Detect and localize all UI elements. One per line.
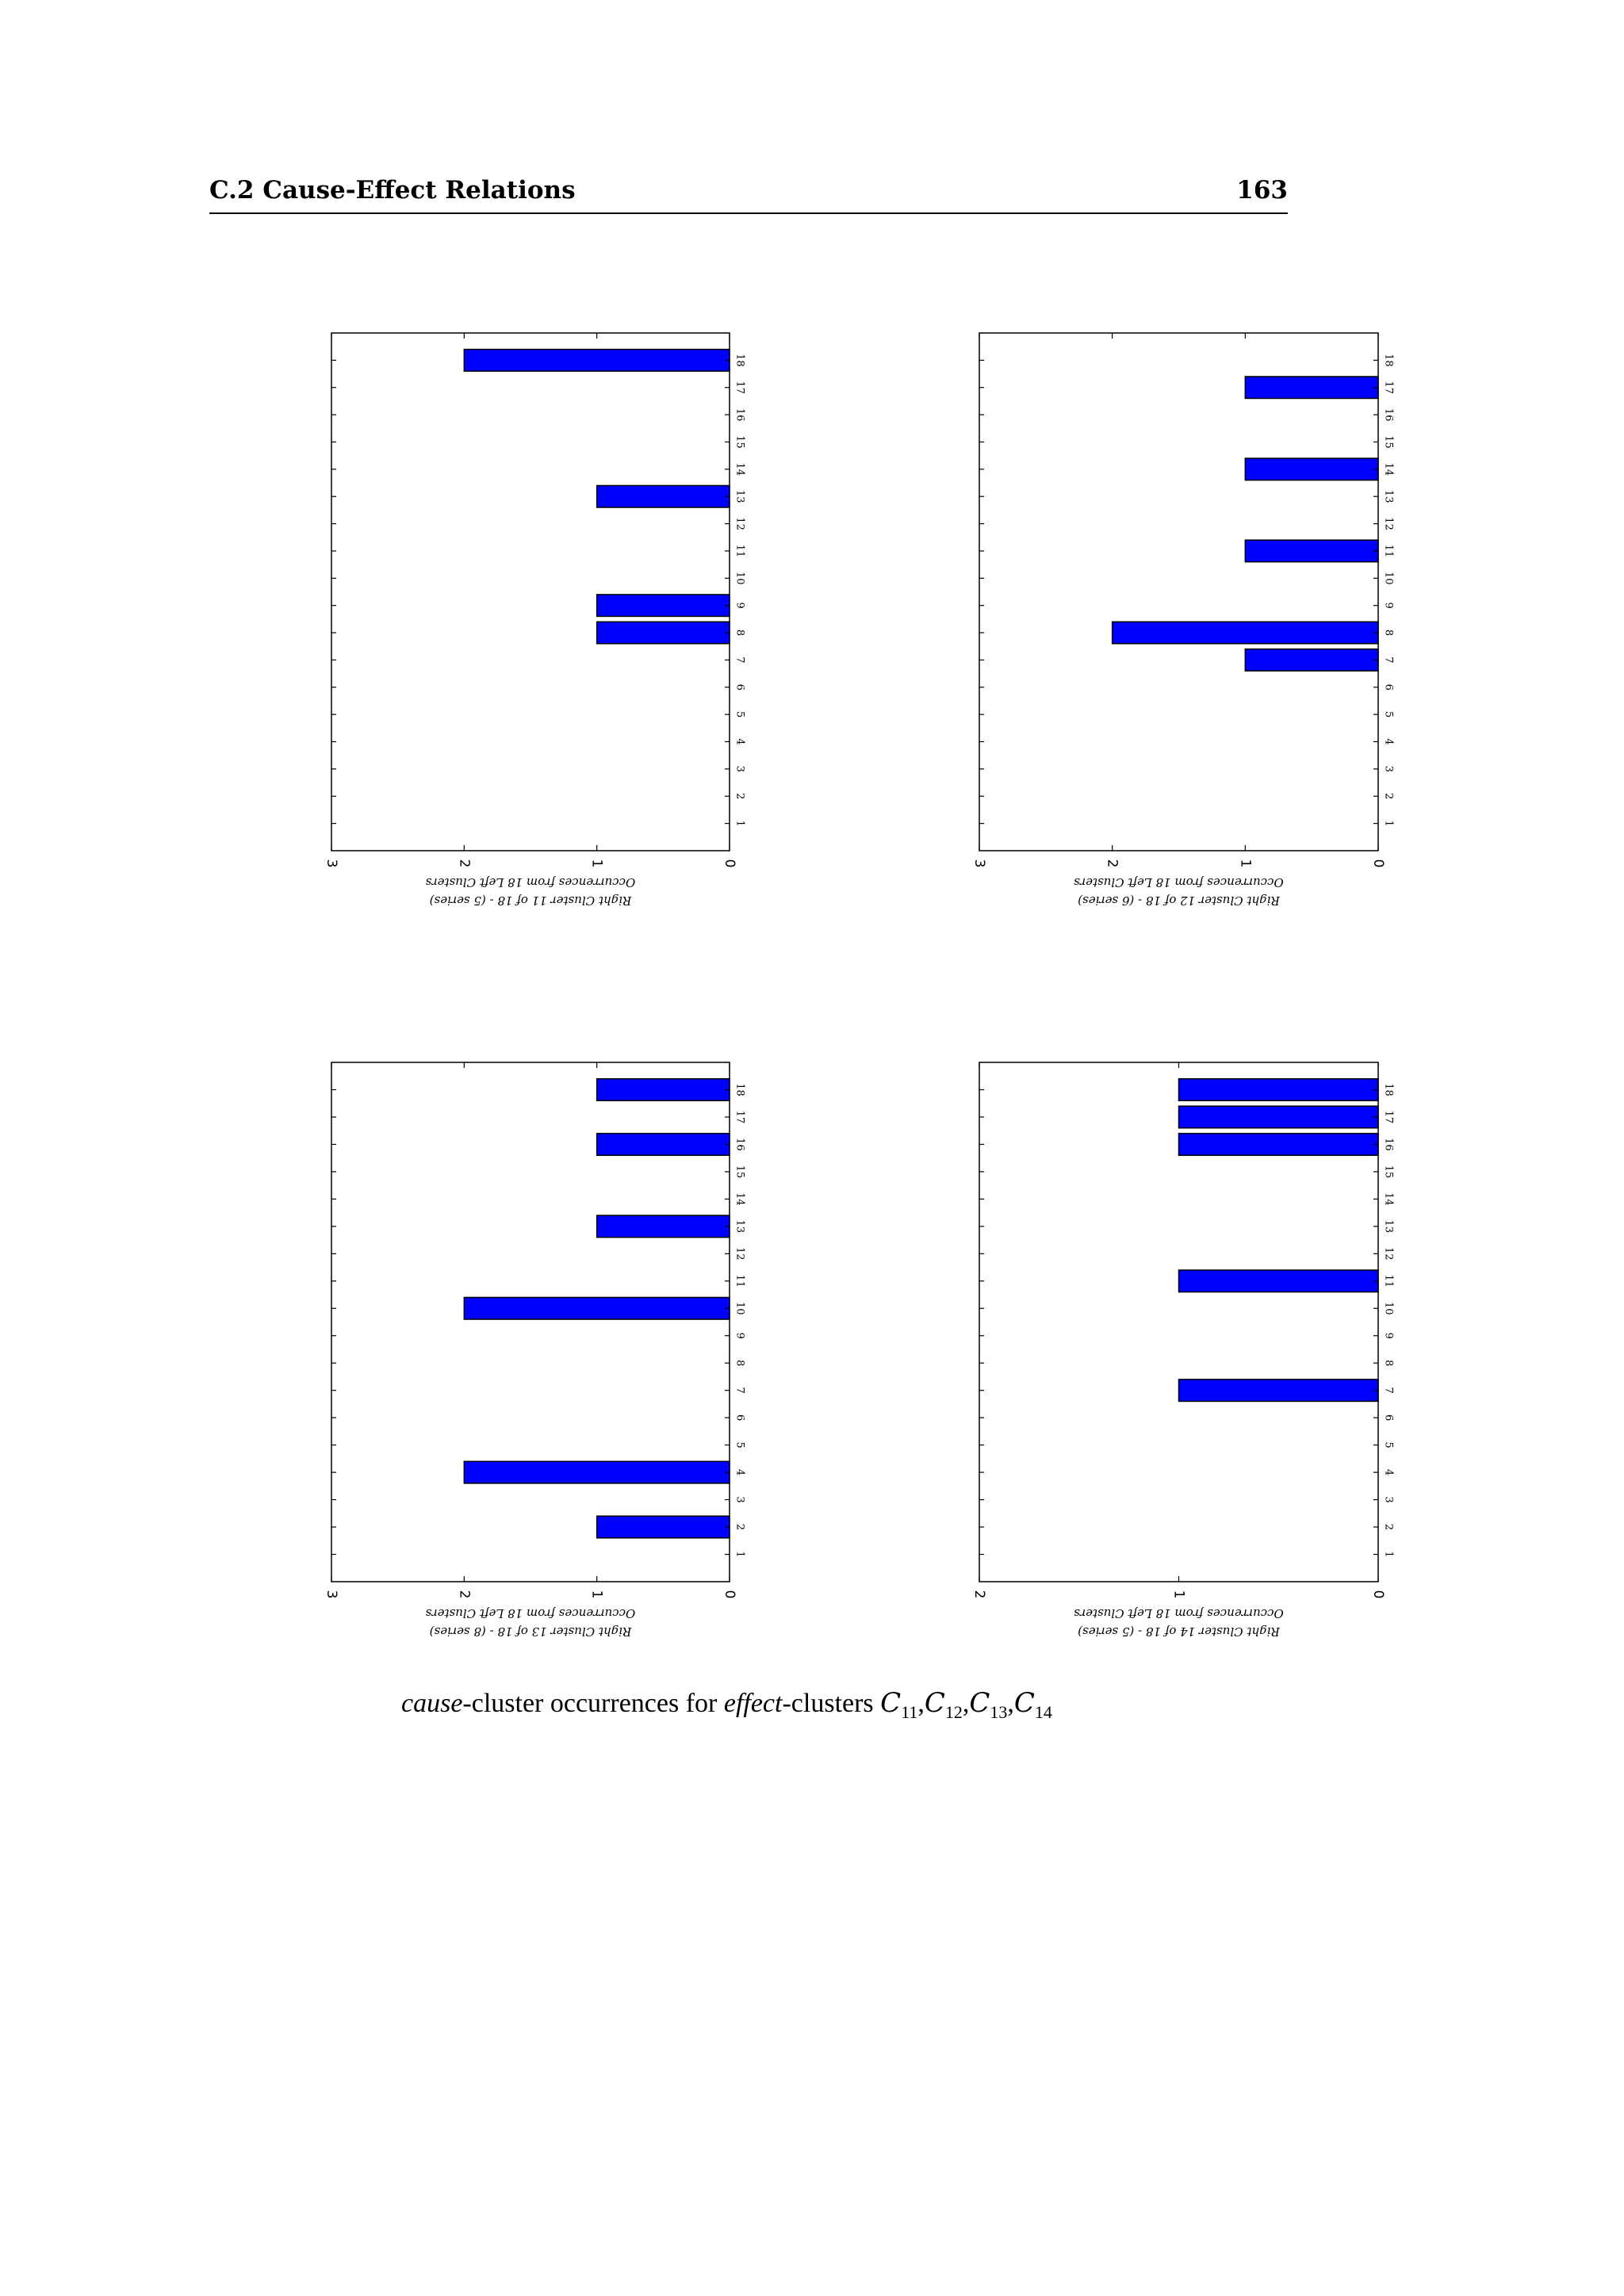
category-label: 5 bbox=[1382, 711, 1395, 718]
value-label: 2 bbox=[456, 1590, 473, 1599]
category-label: 4 bbox=[733, 738, 746, 745]
axis-label: Occurrences from 18 Left Clusters bbox=[1074, 1606, 1284, 1621]
category-label: 6 bbox=[1382, 683, 1395, 691]
value-label: 1 bbox=[588, 859, 605, 868]
category-label: 7 bbox=[1382, 656, 1395, 664]
chart-1 bbox=[324, 333, 746, 908]
category-label: 12 bbox=[733, 1247, 746, 1261]
category-label: 18 bbox=[1382, 1083, 1395, 1096]
caption-sep-1: , bbox=[917, 1689, 925, 1718]
category-label: 2 bbox=[1382, 1523, 1395, 1531]
caption-symbol-4: C bbox=[1013, 1687, 1035, 1719]
category-label: 14 bbox=[733, 462, 746, 476]
caption-text-1: -cluster occurrences for bbox=[462, 1689, 724, 1718]
category-label: 16 bbox=[1382, 408, 1395, 422]
category-label: 3 bbox=[1382, 765, 1395, 773]
category-label: 3 bbox=[733, 1496, 746, 1503]
value-label: 2 bbox=[456, 859, 473, 868]
bar-18 bbox=[597, 1079, 730, 1101]
category-label: 8 bbox=[733, 1360, 746, 1367]
bar-18 bbox=[464, 350, 730, 371]
category-label: 18 bbox=[1382, 354, 1395, 367]
section-title: C.2 Cause-Effect Relations bbox=[209, 176, 576, 205]
caption-effect-word: effect bbox=[723, 1689, 783, 1718]
caption-sep-2: , bbox=[962, 1689, 970, 1718]
category-label: 5 bbox=[1382, 1441, 1395, 1448]
category-label: 13 bbox=[1382, 489, 1395, 503]
category-label: 18 bbox=[733, 354, 746, 367]
caption-subscript-4: 14 bbox=[1034, 1701, 1052, 1722]
bar-14 bbox=[1245, 458, 1378, 480]
category-label: 15 bbox=[1382, 435, 1395, 449]
bar-17 bbox=[1179, 1106, 1379, 1128]
category-label: 4 bbox=[1382, 738, 1395, 745]
bar-8 bbox=[597, 622, 730, 643]
category-label: 5 bbox=[733, 1441, 746, 1448]
value-label: 1 bbox=[1237, 859, 1254, 868]
caption-sep-3: , bbox=[1007, 1689, 1014, 1718]
caption-symbol-1: C bbox=[880, 1687, 902, 1719]
bar-8 bbox=[1113, 622, 1378, 643]
category-label: 10 bbox=[1382, 572, 1395, 585]
category-label: 8 bbox=[1382, 1360, 1395, 1367]
value-label: 0 bbox=[722, 859, 737, 868]
caption-text-2: -clusters bbox=[782, 1689, 881, 1718]
category-label: 2 bbox=[1382, 793, 1395, 800]
category-label: 13 bbox=[733, 1219, 746, 1234]
category-label: 1 bbox=[1382, 820, 1395, 827]
bar-9 bbox=[597, 595, 730, 616]
bar-11 bbox=[1179, 1270, 1379, 1292]
category-label: 8 bbox=[1382, 629, 1395, 637]
category-label: 14 bbox=[733, 1192, 746, 1206]
category-label: 10 bbox=[733, 1301, 746, 1315]
plot-frame bbox=[331, 333, 730, 851]
chart-3 bbox=[324, 1062, 746, 1639]
category-label: 17 bbox=[1382, 1110, 1395, 1124]
value-label: 3 bbox=[324, 1590, 339, 1599]
category-label: 3 bbox=[733, 765, 746, 773]
category-label: 1 bbox=[733, 1551, 746, 1558]
category-label: 1 bbox=[733, 820, 746, 827]
value-label: 2 bbox=[1104, 859, 1120, 868]
category-label: 10 bbox=[1382, 1301, 1395, 1315]
bar-7 bbox=[1245, 649, 1378, 671]
category-label: 15 bbox=[733, 1165, 746, 1179]
chart-title: Right Cluster 14 of 18 - (5 series) bbox=[1078, 1624, 1280, 1639]
value-label: 0 bbox=[1370, 1590, 1386, 1599]
value-label: 3 bbox=[324, 859, 339, 868]
category-label: 14 bbox=[1382, 462, 1395, 476]
axis-label: Occurrences from 18 Left Clusters bbox=[1074, 875, 1284, 890]
caption-cause-word: cause bbox=[401, 1689, 463, 1718]
chart-title: Right Cluster 13 of 18 - (8 series) bbox=[429, 1624, 632, 1639]
bar-13 bbox=[597, 1215, 730, 1238]
category-label: 10 bbox=[733, 572, 746, 585]
chart-title: Right Cluster 12 of 18 - (6 series) bbox=[1078, 894, 1280, 908]
category-label: 6 bbox=[733, 1414, 746, 1422]
bar-18 bbox=[1179, 1079, 1379, 1101]
category-label: 16 bbox=[733, 408, 746, 422]
page-number: 163 bbox=[1236, 176, 1288, 205]
value-label: 1 bbox=[588, 1590, 605, 1599]
category-label: 17 bbox=[733, 1110, 746, 1124]
category-label: 17 bbox=[733, 381, 746, 395]
bar-2 bbox=[597, 1516, 730, 1538]
category-label: 7 bbox=[1382, 1387, 1395, 1394]
category-label: 15 bbox=[733, 435, 746, 449]
caption-subscript-1: 11 bbox=[901, 1701, 918, 1722]
caption-subscript-2: 12 bbox=[944, 1701, 963, 1722]
category-label: 11 bbox=[1382, 1274, 1395, 1288]
category-label: 7 bbox=[733, 1387, 746, 1394]
category-label: 13 bbox=[733, 489, 746, 503]
value-label: 1 bbox=[1170, 1590, 1187, 1599]
bar-10 bbox=[464, 1297, 730, 1319]
category-label: 18 bbox=[733, 1083, 746, 1096]
category-label: 12 bbox=[1382, 517, 1395, 530]
category-label: 4 bbox=[1382, 1468, 1395, 1476]
category-label: 12 bbox=[733, 517, 746, 530]
value-label: 0 bbox=[722, 1590, 737, 1599]
chart-4 bbox=[971, 1062, 1395, 1639]
category-label: 9 bbox=[1382, 602, 1395, 609]
bar-13 bbox=[597, 485, 730, 507]
category-label: 5 bbox=[733, 711, 746, 718]
category-label: 11 bbox=[733, 544, 746, 558]
category-label: 9 bbox=[733, 1332, 746, 1339]
chart-2 bbox=[971, 333, 1395, 908]
plot-frame bbox=[979, 333, 1378, 851]
axis-label: Occurrences from 18 Left Clusters bbox=[425, 1606, 636, 1621]
category-label: 12 bbox=[1382, 1247, 1395, 1261]
category-label: 1 bbox=[1382, 1551, 1395, 1558]
category-label: 14 bbox=[1382, 1192, 1395, 1206]
bar-16 bbox=[1179, 1134, 1379, 1156]
category-label: 7 bbox=[733, 656, 746, 664]
category-label: 9 bbox=[1382, 1332, 1395, 1339]
category-label: 13 bbox=[1382, 1219, 1395, 1234]
caption-subscript-3: 13 bbox=[990, 1701, 1008, 1722]
value-label: 2 bbox=[971, 1590, 987, 1599]
caption-symbol-2: C bbox=[924, 1687, 945, 1719]
category-label: 17 bbox=[1382, 381, 1395, 395]
bar-7 bbox=[1179, 1380, 1379, 1402]
axis-label: Occurrences from 18 Left Clusters bbox=[425, 875, 636, 890]
category-label: 15 bbox=[1382, 1165, 1395, 1179]
category-label: 6 bbox=[1382, 1414, 1395, 1422]
category-label: 16 bbox=[733, 1138, 746, 1151]
value-label: 3 bbox=[971, 859, 987, 868]
value-label: 0 bbox=[1370, 859, 1386, 868]
category-label: 11 bbox=[1382, 544, 1395, 558]
category-label: 3 bbox=[1382, 1496, 1395, 1503]
category-label: 2 bbox=[733, 1523, 746, 1531]
category-label: 8 bbox=[733, 629, 746, 637]
category-label: 16 bbox=[1382, 1138, 1395, 1151]
bar-4 bbox=[464, 1461, 730, 1483]
category-label: 6 bbox=[733, 683, 746, 691]
bar-11 bbox=[1245, 540, 1378, 561]
bar-17 bbox=[1245, 377, 1378, 398]
chart-title: Right Cluster 11 of 18 - (5 series) bbox=[429, 894, 632, 908]
figure-caption bbox=[401, 1687, 1052, 1723]
category-label: 4 bbox=[733, 1468, 746, 1476]
category-label: 9 bbox=[733, 602, 746, 609]
bar-16 bbox=[597, 1134, 730, 1156]
category-label: 11 bbox=[733, 1274, 746, 1288]
category-label: 2 bbox=[733, 793, 746, 800]
caption-symbol-3: C bbox=[969, 1687, 990, 1719]
